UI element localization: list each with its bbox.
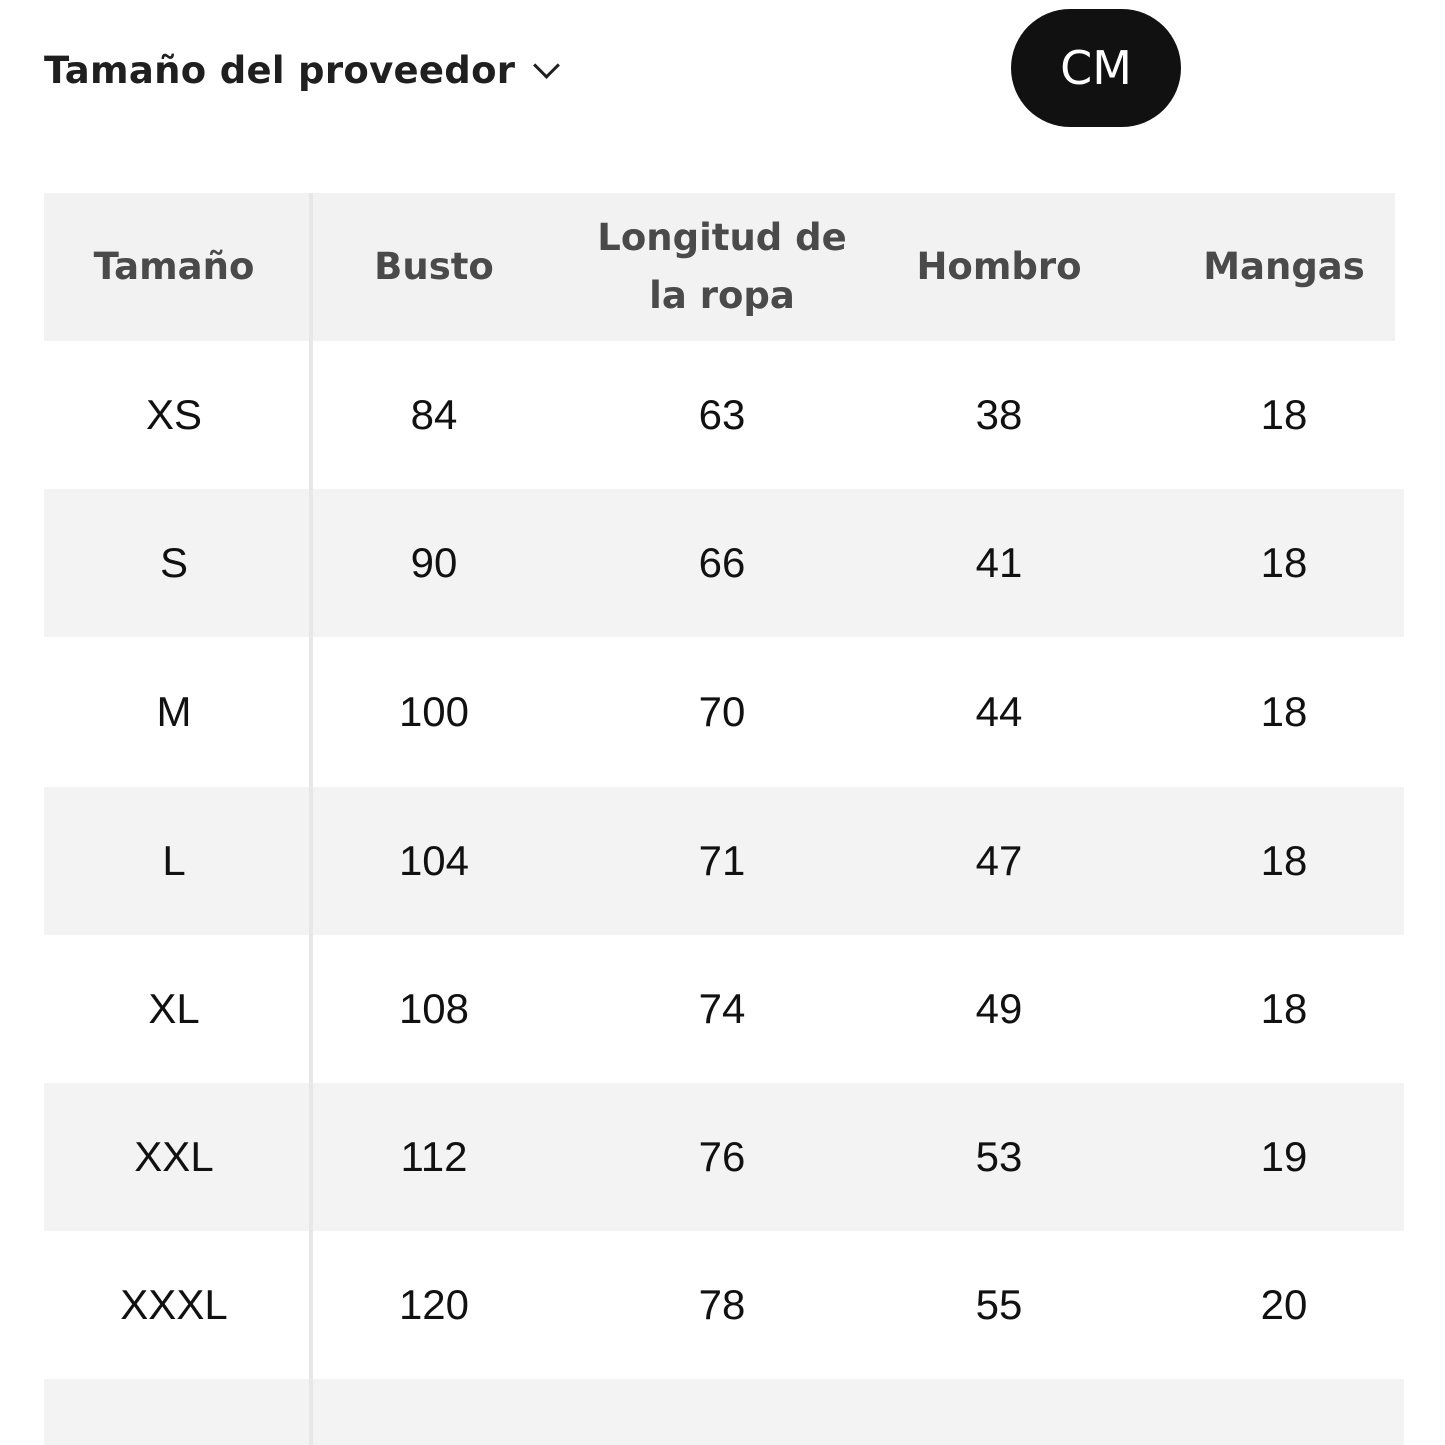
shoulder-cell: 49 bbox=[975, 985, 1023, 1032]
table-row bbox=[44, 489, 1404, 637]
size-cell: XXL bbox=[134, 1133, 214, 1180]
shoulder-cell: 55 bbox=[975, 1281, 1023, 1328]
provider-size-dropdown[interactable] bbox=[44, 40, 556, 100]
size-cell: M bbox=[156, 688, 192, 735]
size-cell: XS bbox=[145, 391, 203, 438]
table-row bbox=[44, 341, 1404, 489]
column-header-length: Longitud de la ropa bbox=[597, 216, 847, 317]
column-divider bbox=[309, 193, 313, 1445]
size-cell: XXXL bbox=[120, 1281, 228, 1328]
column-header-size: Tamaño bbox=[93, 245, 255, 288]
column-header-shoulder: Hombro bbox=[916, 245, 1082, 288]
provider-size-label: Tamaño del proveedor bbox=[44, 48, 516, 92]
sleeves-cell: 18 bbox=[1260, 391, 1308, 438]
shoulder-cell: 44 bbox=[975, 688, 1023, 735]
table-row bbox=[44, 1083, 1404, 1231]
length-cell: 74 bbox=[698, 985, 746, 1032]
sleeves-cell: 19 bbox=[1260, 1133, 1308, 1180]
size-table bbox=[44, 193, 1404, 1445]
table-header-row bbox=[44, 193, 1395, 341]
bust-cell: 112 bbox=[400, 1133, 468, 1180]
length-cell: 63 bbox=[698, 391, 746, 438]
bust-cell: 84 bbox=[410, 391, 458, 438]
bust-cell: 104 bbox=[398, 837, 470, 884]
length-cell: 76 bbox=[698, 1133, 746, 1180]
bust-cell: 100 bbox=[398, 688, 470, 735]
length-cell: 66 bbox=[698, 539, 746, 586]
length-cell: 71 bbox=[698, 837, 746, 884]
table-row bbox=[44, 1231, 1404, 1379]
shoulder-cell: 53 bbox=[975, 1133, 1023, 1180]
length-cell: 78 bbox=[698, 1281, 746, 1328]
bust-cell: 108 bbox=[398, 985, 470, 1032]
sleeves-cell: 18 bbox=[1260, 985, 1308, 1032]
size-guide-header bbox=[0, 0, 1445, 150]
table-row bbox=[44, 787, 1404, 935]
size-cell: XL bbox=[148, 985, 200, 1032]
shoulder-cell: 47 bbox=[975, 837, 1023, 884]
shoulder-cell: 38 bbox=[975, 391, 1023, 438]
sleeves-cell: 20 bbox=[1260, 1281, 1308, 1328]
chevron-down-icon bbox=[533, 52, 560, 79]
bust-cell: 90 bbox=[410, 539, 458, 586]
column-header-bust: Busto bbox=[374, 245, 494, 288]
table-row-partial bbox=[44, 1379, 1404, 1445]
table-row bbox=[44, 935, 1404, 1083]
length-cell: 70 bbox=[698, 688, 746, 735]
size-cell: L bbox=[162, 837, 186, 884]
unit-toggle-button[interactable]: CM bbox=[1011, 9, 1181, 127]
shoulder-cell: 41 bbox=[975, 539, 1023, 586]
bust-cell: 120 bbox=[398, 1281, 470, 1328]
sleeves-cell: 18 bbox=[1260, 688, 1308, 735]
size-cell: S bbox=[159, 539, 188, 586]
column-header-sleeves: Mangas bbox=[1203, 245, 1365, 288]
sleeves-cell: 18 bbox=[1260, 837, 1308, 884]
sleeves-cell: 18 bbox=[1260, 539, 1308, 586]
table-row bbox=[44, 637, 1404, 787]
